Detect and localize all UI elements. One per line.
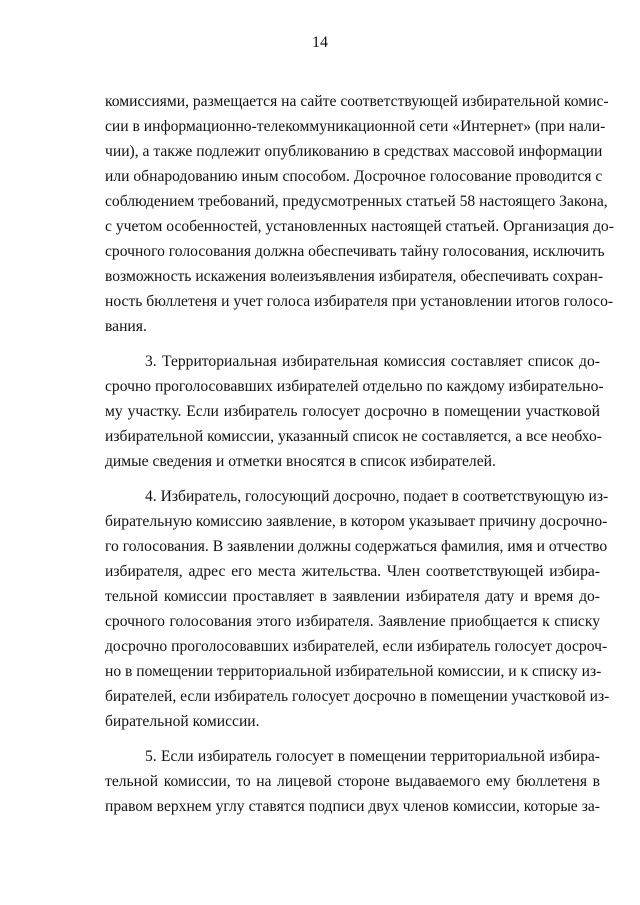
- text-line: бирательную комиссию заявление, в котором указывает причину досрочно-: [105, 513, 608, 530]
- text-line: му участку. Если избиратель голосует досрочно в помещении участковой: [105, 403, 600, 420]
- page-number: 14: [312, 34, 328, 51]
- text-line: возможность искажения волеизъявления избирателя, обеспечивать сохран-: [105, 268, 604, 285]
- text-line: срочного голосования этого избирателя. Заявление приобщается к списку: [105, 613, 600, 630]
- paragraph-4-first-line: 4. Избиратель, голосующий досрочно, подает в соответствующую из-: [145, 488, 609, 505]
- text-line: бирателей, если избиратель голосует досрочно в помещении участковой из-: [105, 688, 610, 705]
- paragraph-5-first-line: 5. Если избиратель голосует в помещении территориальной избира-: [145, 748, 600, 765]
- text-line: тельной комиссии проставляет в заявлении избирателя дату и время до-: [105, 588, 600, 605]
- text-line: избирательной комиссии, указанный список не составляется, а все необхо-: [105, 428, 602, 445]
- text-line: досрочно проголосовавших избирателей, если избиратель голосует досроч-: [105, 638, 608, 655]
- text-line: соблюдением требований, предусмотренных статьей 58 настоящего Закона,: [105, 193, 608, 210]
- text-line: бирательной комиссии.: [105, 713, 260, 730]
- text-line: димые сведения и отметки вносятся в список избирателей.: [105, 453, 496, 470]
- text-line: го голосования. В заявлении должны содержаться фамилия, имя и отчество: [105, 538, 608, 555]
- text-line: комиссиями, размещается на сайте соответствующей избирательной комис-: [105, 93, 609, 110]
- text-line: тельной комиссии, то на лицевой стороне выдаваемого ему бюллетеня в: [105, 773, 600, 790]
- text-line: вания.: [105, 318, 147, 335]
- text-line: правом верхнем углу ставятся подписи двух членов комиссии, которые за-: [105, 798, 600, 815]
- text-line: с учетом особенностей, установленных настоящей статьей. Организация до-: [105, 218, 614, 235]
- text-line: ность бюллетеня и учет голоса избирателя при установлении итогов голосо-: [105, 293, 614, 310]
- text-line: срочного голосования должна обеспечивать тайну голосования, исключить: [105, 243, 605, 260]
- text-line: избирателя, адрес его места жительства. Член соответствующей избира-: [105, 563, 600, 580]
- text-line: или обнародованию иным способом. Досрочное голосование проводится с: [105, 168, 603, 185]
- text-line: сии в информационно-телекоммуникационной сети «Интернет» (при нали-: [105, 118, 606, 135]
- text-line: но в помещении территориальной избирательной комиссии, и к списку из-: [105, 663, 602, 680]
- text-line: срочно проголосовавших избирателей отдельно по каждому избирательно-: [105, 378, 604, 395]
- paragraph-3-first-line: 3. Территориальная избирательная комиссия составляет список до-: [145, 353, 600, 370]
- text-line: чии), а также подлежит опубликованию в средствах массовой информации: [105, 143, 603, 160]
